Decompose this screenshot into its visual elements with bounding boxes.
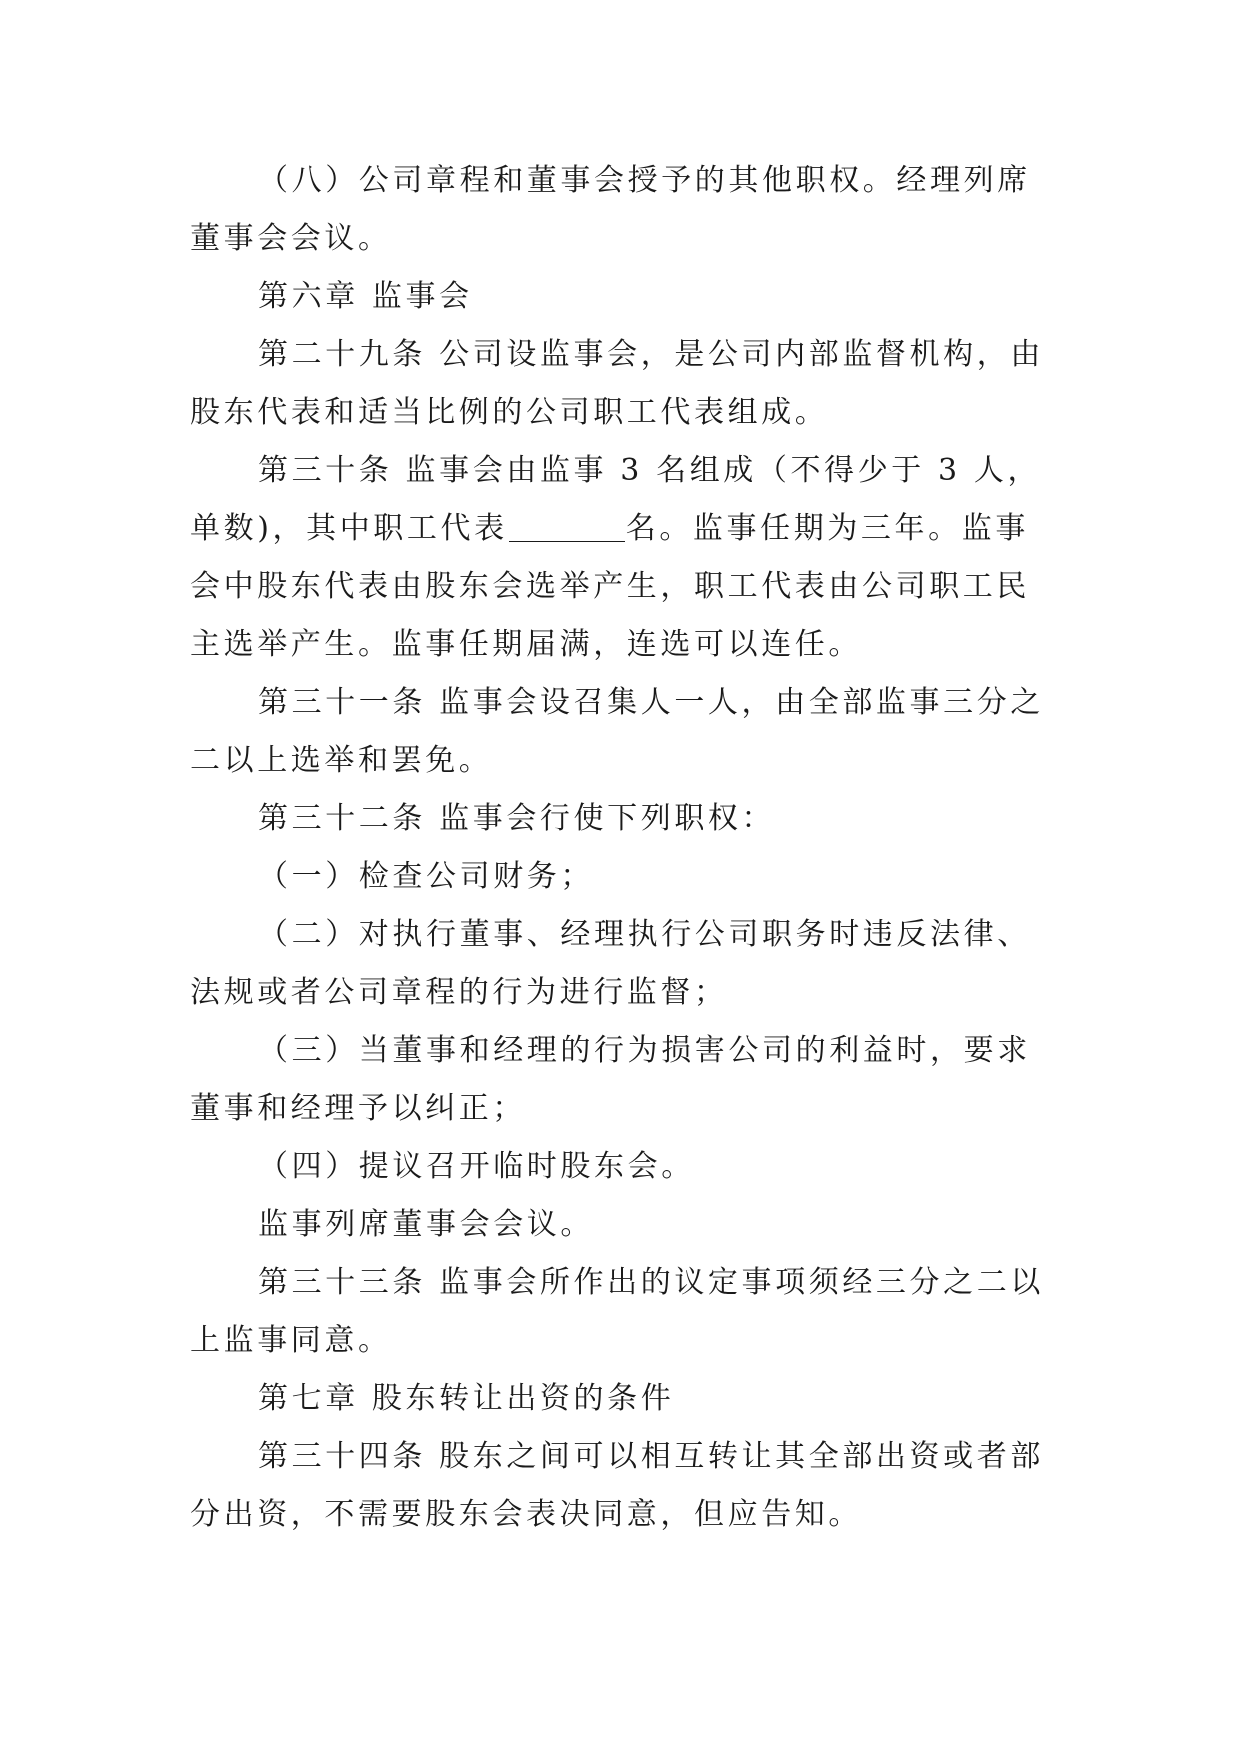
article-30-text-before: 第三十条 监事会由监事 3 名组成（不得少于 3 人，单数)，其中职工代表 (190, 453, 1042, 546)
chapter-7-heading: 第七章 股东转让出资的条件 (258, 1381, 675, 1416)
fill-in-blank (509, 511, 625, 542)
chapter-6-heading: 第六章 监事会 (258, 279, 473, 314)
clause-3-paragraph: （三）当董事和经理的行为损害公司的利益时，要求董事和经理予以纠正； (190, 1033, 1031, 1126)
clause-2-paragraph: （二）对执行董事、经理执行公司职务时违反法律、法规或者公司章程的行为进行监督； (190, 917, 1031, 1010)
article-34-paragraph: 第三十四条 股东之间可以相互转让其全部出资或者部分出资，不需要股东会表决同意，但应告知。 (190, 1439, 1044, 1532)
clause-4-paragraph: （四）提议召开临时股东会。 (258, 1149, 695, 1184)
supervisor-attendance-paragraph: 监事列席董事会会议。 (258, 1207, 594, 1242)
article-32-paragraph: 第三十二条 监事会行使下列职权： (258, 801, 776, 836)
article-30-text-after: 名。监事任期为三年。监事会中股东代表由股东会选举产生，职工代表由公司职工民主选举产生。监事任期届满，连选可以连任。 (190, 511, 1030, 662)
document-page (190, 152, 1050, 1544)
article-31-paragraph: 第三十一条 监事会设召集人一人，由全部监事三分之二以上选举和罢免。 (190, 685, 1044, 778)
article-30-paragraph (190, 442, 1050, 674)
article-33-paragraph: 第三十三条 监事会所作出的议定事项须经三分之二以上监事同意。 (190, 1265, 1044, 1358)
clause-1-paragraph: （一）检查公司财务； (258, 859, 594, 894)
article-29-paragraph: 第二十九条 公司设监事会，是公司内部监督机构，由股东代表和适当比例的公司职工代表组成。 (190, 337, 1044, 430)
paragraph-clause-8-duties: （八）公司章程和董事会授予的其他职权。经理列席董事会会议。 (190, 163, 1031, 256)
